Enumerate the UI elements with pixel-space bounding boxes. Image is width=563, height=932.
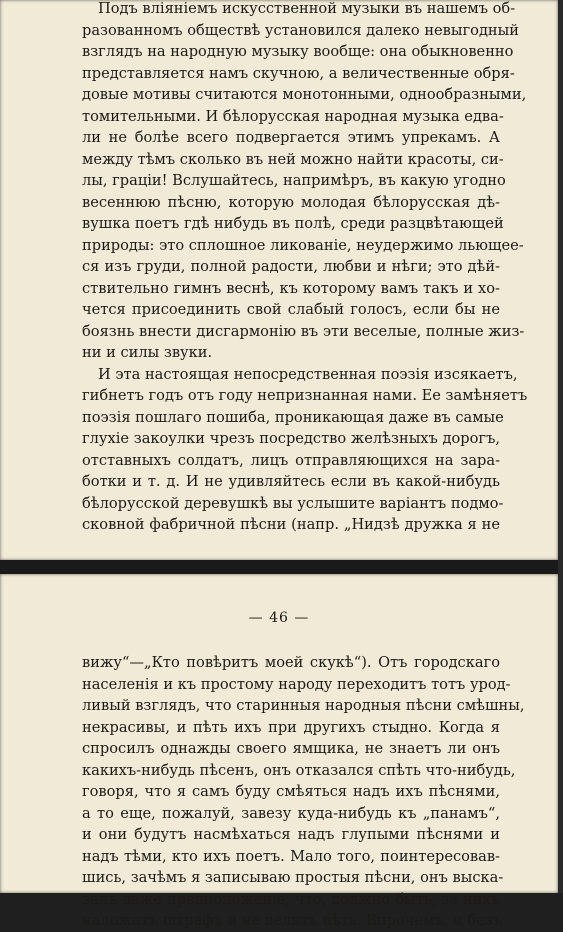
text-line: отставныхъ солдатъ, лицъ отправляющихся на зара- <box>82 451 500 469</box>
text-line: гибнетъ годъ отъ году непризнанная нами. Ее замѣняетъ <box>82 387 528 404</box>
page-bottom-text <box>82 652 525 932</box>
text-line: надъ тѣми, кто ихъ поетъ. Мало того, поинтересовав- <box>82 847 500 865</box>
text-line: сковной фабричной пѣсни (напр. „Нидзѣ дружка я не <box>82 516 500 533</box>
text-line: ливый взглядъ, что старинныя народныя пѣсни смѣшны, <box>82 697 525 714</box>
text-line: спросилъ однажды своего ямщика, не знаетъ ли онъ <box>82 740 500 757</box>
text-line: ся изъ груди, полной радости, любви и нѣги; это дѣй- <box>82 258 500 275</box>
text-line: ствительно гимнъ веснѣ, къ которому вамъ такъ и хо- <box>82 279 500 297</box>
text-line: природы: это сплошное ликованіе, неудержимо льющее- <box>82 236 524 254</box>
text-line: ни и силы звуки. <box>82 344 213 361</box>
text-line: И эта настоящая непосредственная поэзія изсякаетъ, <box>98 365 518 383</box>
page-separator <box>0 560 563 574</box>
text-line: наложатъ штрафъ и не велятъ пѣть. Впрочемъ, и безъ <box>82 912 502 929</box>
text-line: и они будутъ насмѣхаться надъ глупыми пѣснями и <box>82 826 500 843</box>
text-line: разованномъ обществѣ установился далеко невыгодный <box>82 21 520 39</box>
text-line: населенія и къ простому народу переходитъ тотъ урод- <box>82 675 511 693</box>
text-line: вушка поетъ гдѣ нибудь въ полѣ, среди разцвѣтающей <box>82 215 504 232</box>
text-line: ботки и т. д. И не удивляйтесь если въ какой-нибудь <box>82 473 500 490</box>
text-line: ли не болѣе всего подвергается этимъ упрекамъ. А <box>82 129 500 146</box>
text-line: томительными. И бѣлорусская народная музыка едва- <box>82 107 504 125</box>
page-bottom <box>0 574 558 929</box>
text-line: чется присоединить свой слабый голосъ, если бы не <box>82 301 500 318</box>
text-line: взглядъ на народную музыку вообще: она обыкновенно <box>82 43 514 60</box>
text-line: говоря, что я самъ буду смѣяться надъ ихъ пѣснями, <box>82 783 500 800</box>
text-line: глухіе закоулки чрезъ посредство желѣзныхъ дорогъ, <box>82 430 500 447</box>
text-line: довые мотивы считаются монотонными, однообразными, <box>82 86 527 103</box>
text-line: представляется намъ скучною, а величественные обря- <box>82 64 515 82</box>
text-line: бѣлорусской деревушкѣ вы услышите варіантъ подмо- <box>82 494 504 512</box>
page-number: — 46 — <box>248 610 310 626</box>
text-line: между тѣмъ сколько въ ней можно найти красоты, си- <box>82 150 504 168</box>
viewer-right-edge <box>558 0 563 893</box>
text-line: боязнь внести дисгармонію въ эти веселые, полные жиз- <box>82 322 525 340</box>
text-line: Подъ вліяніемъ искусственной музыки въ нашемъ об- <box>98 0 516 17</box>
text-line: весеннюю пѣсню, которую молодая бѣлорусская дѣ- <box>82 193 500 211</box>
text-line: лы, граціи! Вслушайтесь, напримѣръ, въ какую угодно <box>82 172 506 189</box>
text-line: залъ даже предположеніе, что, должно быть, за нихъ <box>82 890 500 908</box>
text-line: некрасивы, и пѣть ихъ при другихъ стыдно. Когда я <box>82 718 500 736</box>
text-line: какихъ-нибудь пѣсенъ, онъ отказался спѣть что-нибудь, <box>82 761 516 779</box>
text-line: шись, зачѣмъ я записываю простыя пѣсни, онъ выска- <box>82 869 504 886</box>
text-line: поэзія пошлаго пошиба, проникающая даже въ самые <box>82 408 504 426</box>
text-line: вижу“—„Кто повѣритъ моей скукѣ“). Отъ городскаго <box>82 654 500 671</box>
text-line: а то еще, пожалуй, завезу куда-нибудь къ „панамъ“, <box>82 804 500 822</box>
page-top-text <box>82 0 528 536</box>
